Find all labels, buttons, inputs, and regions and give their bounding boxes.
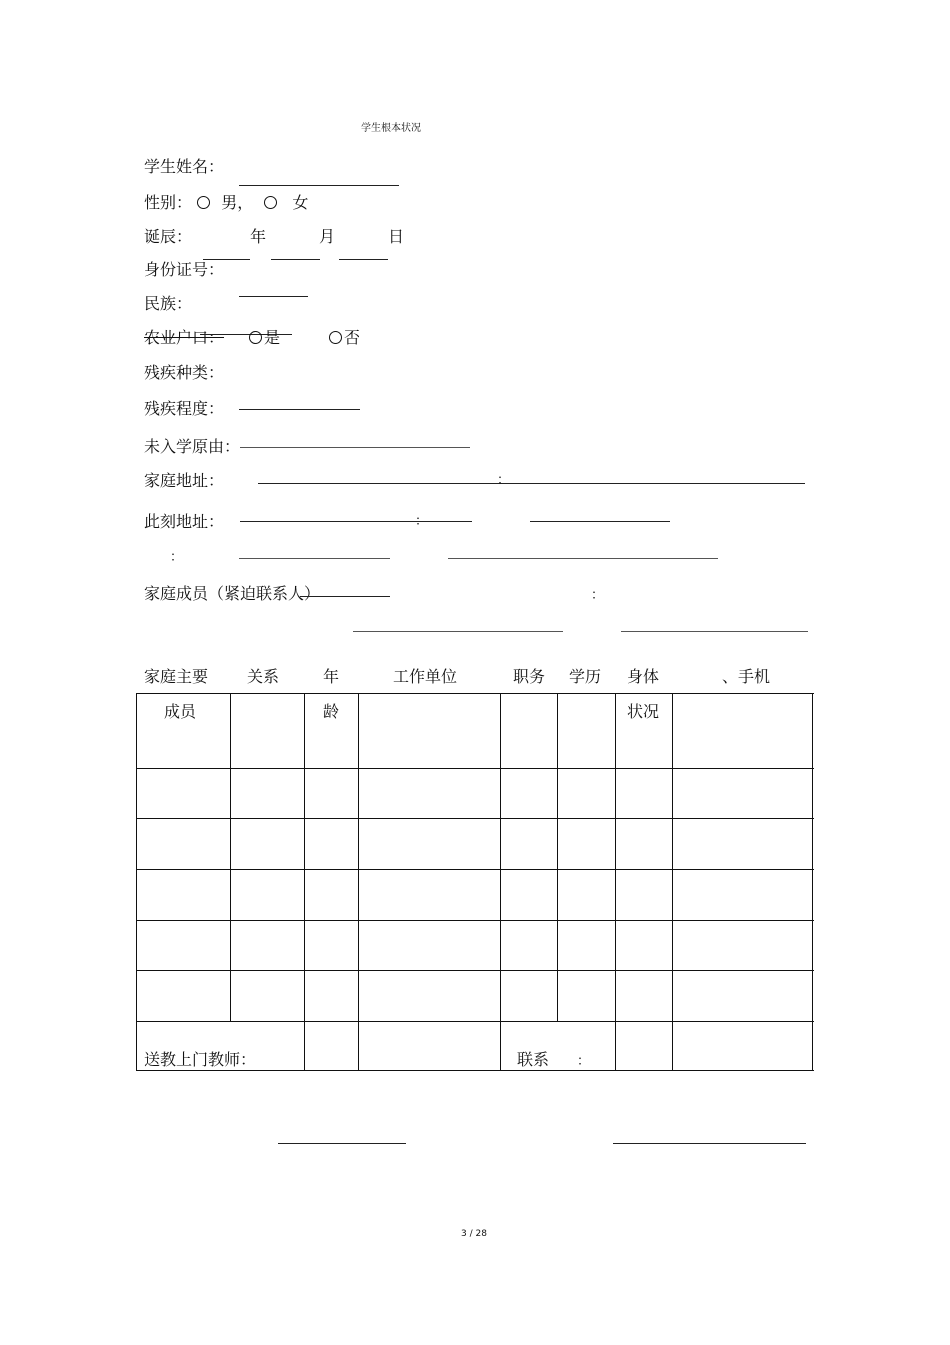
table-border-left bbox=[136, 693, 137, 1070]
female-label: 女 bbox=[292, 193, 309, 212]
birth-day-label: 日 bbox=[388, 227, 405, 246]
farm-hukou-row bbox=[144, 328, 224, 348]
birth-year-label: 年 bbox=[250, 227, 267, 246]
birth-label: 诞辰： bbox=[144, 227, 193, 246]
name-label: 学生姓名： bbox=[144, 157, 225, 176]
gender-row bbox=[144, 193, 308, 213]
teacher-signature-line[interactable] bbox=[278, 1143, 406, 1144]
extra-line-2[interactable] bbox=[448, 558, 718, 559]
reason-input-line[interactable] bbox=[240, 447, 470, 448]
table-row-line bbox=[136, 1021, 814, 1022]
emergency-line-1[interactable] bbox=[353, 631, 563, 632]
birth-day-line[interactable] bbox=[339, 259, 388, 260]
emergency-line-2[interactable] bbox=[621, 631, 808, 632]
current-address-colon: ： bbox=[415, 514, 429, 529]
current-address-label: 此刻地址： bbox=[144, 512, 225, 531]
header-position: 职务 bbox=[513, 667, 546, 686]
header-health-top: 身体 bbox=[627, 667, 660, 686]
table-border-right bbox=[812, 693, 813, 1070]
table-row-line bbox=[136, 920, 814, 921]
farm-label: 农业户口： bbox=[144, 328, 225, 347]
table-row-line bbox=[136, 970, 814, 971]
table-border-bottom bbox=[136, 1070, 814, 1071]
emergency-label: 家庭成员（紧迫联系人） bbox=[144, 584, 321, 603]
header-phone: 、手机 bbox=[722, 667, 771, 686]
table-row-line bbox=[136, 818, 814, 819]
teacher-label: 送教上门教师： bbox=[144, 1050, 257, 1069]
farm-yes-option bbox=[249, 328, 280, 348]
table-col-line bbox=[615, 693, 616, 1070]
disability-degree-label: 残疾程度： bbox=[144, 399, 225, 418]
extra-line-1[interactable] bbox=[239, 558, 390, 559]
disability-degree-line[interactable] bbox=[239, 409, 360, 410]
farm-no-option bbox=[329, 328, 360, 348]
birth-month-line[interactable] bbox=[271, 259, 320, 260]
header-age-bottom: 龄 bbox=[323, 702, 340, 721]
home-address-label: 家庭地址： bbox=[144, 471, 225, 490]
table-col-line bbox=[230, 693, 231, 1021]
contact-signature-line[interactable] bbox=[613, 1143, 806, 1144]
emergency-colon: ： bbox=[591, 588, 605, 603]
home-address-colon: ： bbox=[497, 473, 511, 488]
home-address-line[interactable] bbox=[258, 483, 805, 484]
table-border-top bbox=[136, 693, 814, 694]
page-number: 3 / 28 bbox=[461, 1229, 487, 1239]
current-address-line-1[interactable] bbox=[240, 521, 472, 522]
extra-colon: ： bbox=[170, 550, 184, 565]
gender-label: 性别： bbox=[144, 193, 193, 212]
name-input-line[interactable] bbox=[239, 185, 399, 186]
table-row-line bbox=[136, 768, 814, 769]
contact-colon: ： bbox=[577, 1054, 591, 1069]
table-row-line bbox=[136, 869, 814, 870]
male-radio[interactable] bbox=[197, 196, 210, 209]
emergency-strike-line bbox=[300, 596, 390, 597]
farm-yes-radio[interactable] bbox=[249, 331, 262, 344]
female-radio[interactable] bbox=[264, 196, 277, 209]
table-col-line bbox=[672, 693, 673, 1070]
header-health-bottom: 状况 bbox=[627, 702, 660, 721]
farm-no-radio[interactable] bbox=[329, 331, 342, 344]
current-address-line-2[interactable] bbox=[530, 521, 670, 522]
table-col-line bbox=[557, 693, 558, 1021]
farm-yes-label: 是 bbox=[264, 328, 281, 347]
id-label: 身份证号： bbox=[144, 260, 225, 279]
reason-label: 未入学原由： bbox=[144, 437, 241, 456]
disability-type-label: 残疾种类： bbox=[144, 363, 225, 382]
ethnicity-label: 民族： bbox=[144, 294, 193, 313]
header-relation: 关系 bbox=[247, 667, 280, 686]
header-family: 家庭主要 bbox=[144, 667, 209, 686]
male-label: 男， bbox=[221, 193, 254, 212]
table-col-line bbox=[500, 693, 501, 1070]
header-age-top: 年 bbox=[323, 667, 340, 686]
table-col-line bbox=[358, 693, 359, 1070]
ethnicity-input-line[interactable] bbox=[239, 296, 308, 297]
contact-label: 联系 bbox=[517, 1050, 550, 1069]
table-col-line bbox=[304, 693, 305, 1070]
birth-month-label: 月 bbox=[319, 227, 336, 246]
farm-no-label: 否 bbox=[344, 328, 361, 347]
header-members: 成员 bbox=[164, 702, 197, 721]
header-education: 学历 bbox=[569, 667, 602, 686]
document-title: 学生根本状况 bbox=[361, 123, 421, 134]
header-workplace: 工作单位 bbox=[393, 667, 458, 686]
